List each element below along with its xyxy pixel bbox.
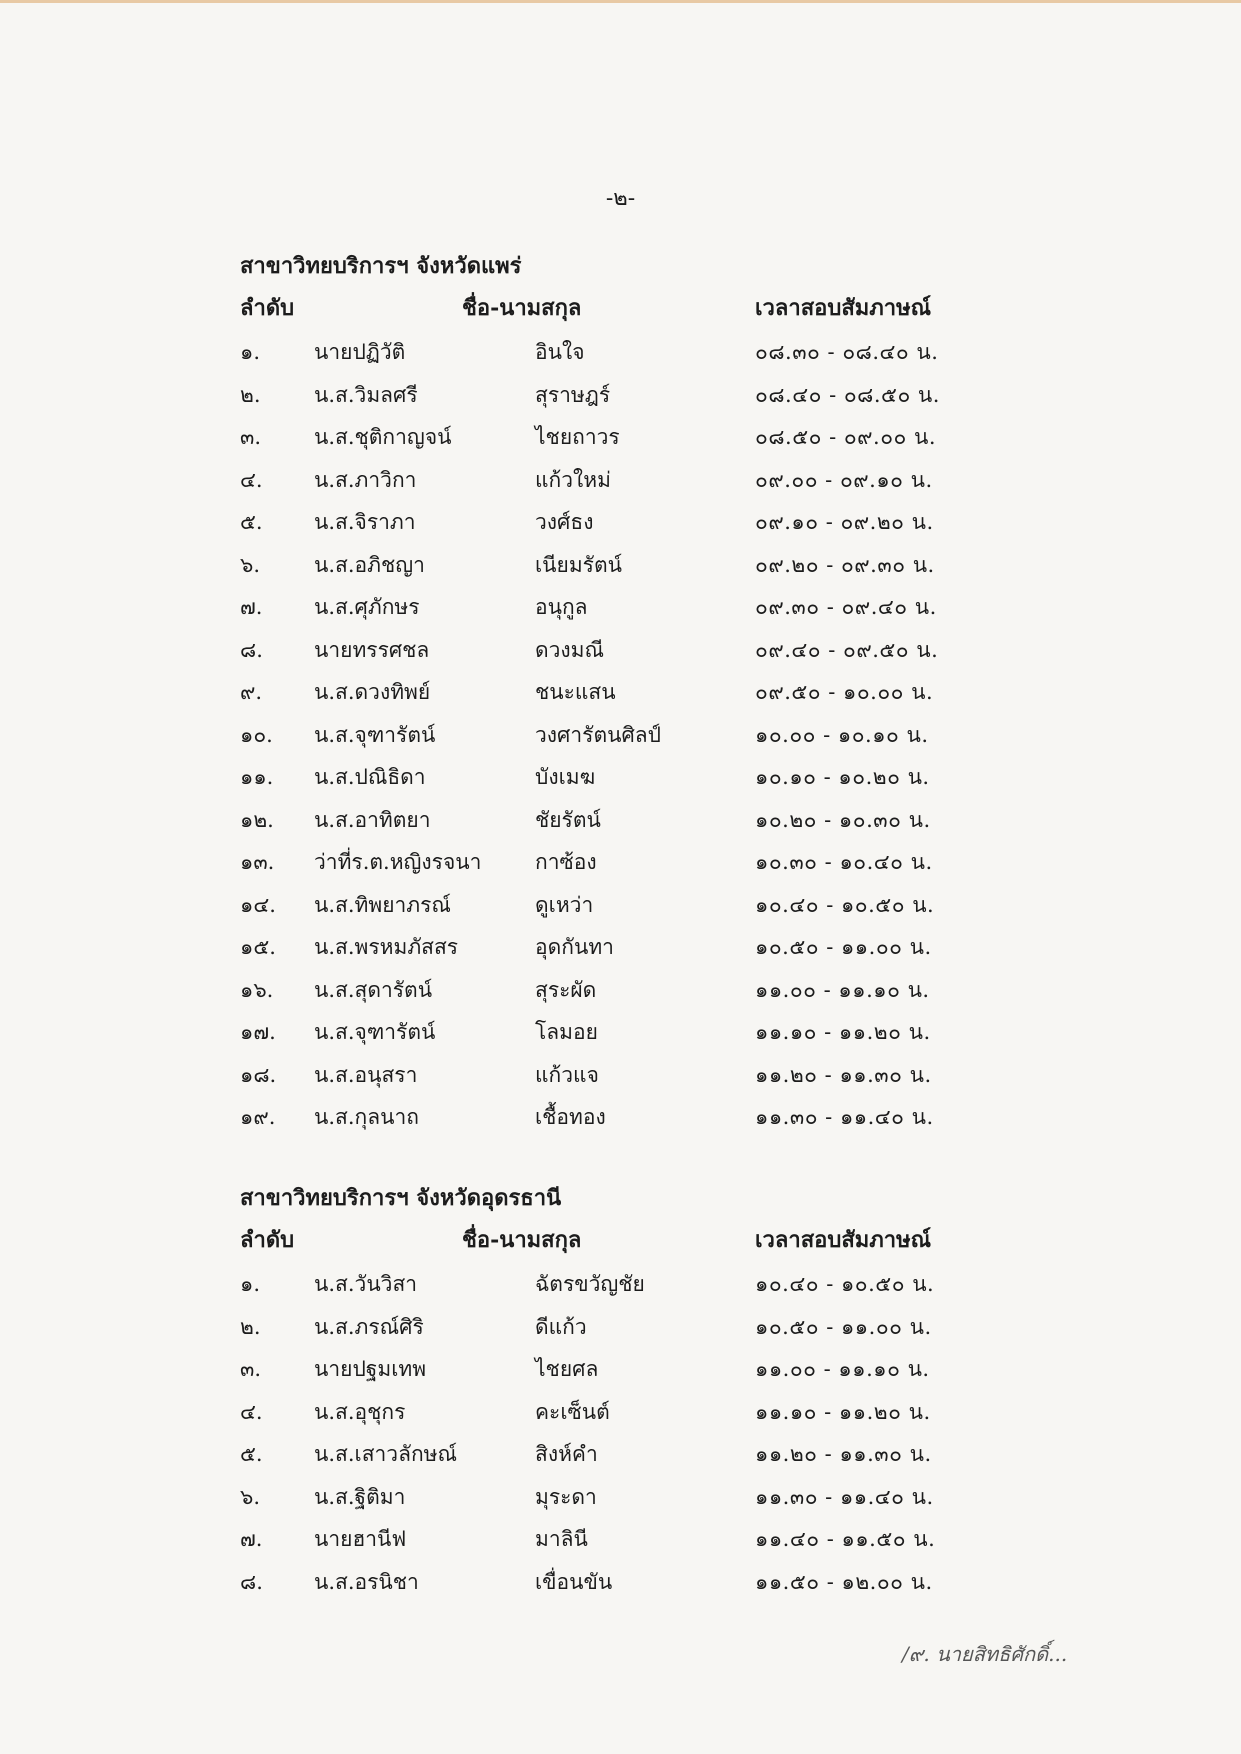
table-row [240,498,1040,541]
interview-time: ๐๘.๓๐ - ๐๘.๔๐ น. [755,340,939,364]
last-name: สุระผัด [535,977,597,1002]
first-name: น.ส.จุฑารัตน์ [314,722,436,747]
first-name: น.ส.วันวิสา [314,1272,418,1296]
first-name: น.ส.จิราภา [314,510,416,534]
table-header [240,284,1040,328]
interview-time: ๑๐.๔๐ - ๑๐.๕๐ น. [755,1272,935,1296]
row-number: ๓. [240,1357,262,1381]
last-name: คะเซ็นต์ [535,1399,610,1424]
interview-time: ๑๐.๒๐ - ๑๐.๓๐ น. [755,807,931,832]
table-row [240,711,1040,754]
row-number: ๑๗. [240,1020,276,1044]
interview-time: ๑๑.๐๐ - ๑๑.๑๐ น. [755,1357,930,1381]
interview-time: ๑๐.๕๐ - ๑๑.๐๐ น. [755,935,932,959]
last-name: ดีแก้ว [535,1314,587,1339]
row-number: ๑๔. [240,892,276,917]
table-row [240,796,1040,839]
row-number: ๙. [240,680,263,704]
interview-time: ๐๘.๔๐ - ๐๘.๕๐ น. [755,382,940,407]
first-name: นายฮานีฟ [314,1527,407,1551]
last-name: วงศารัตนศิลป์ [535,722,661,747]
first-name: นายทรรศชล [314,637,430,662]
first-name: นายปฐมเทพ [314,1357,427,1381]
row-number: ๑๘. [240,1062,277,1087]
row-number: ๑๙. [240,1105,276,1129]
table-row [240,881,1040,924]
interview-time: ๑๐.๔๐ - ๑๐.๕๐ น. [755,892,935,917]
table-row [240,1093,1040,1136]
last-name: ชนะแสน [535,680,616,704]
row-number: ๑๕. [240,935,276,959]
last-name: เชื้อทอง [535,1105,606,1129]
header-time: เวลาสอบสัมภาษณ์ [755,1227,932,1253]
interview-time: ๑๑.๒๐ - ๑๑.๓๐ น. [755,1442,932,1466]
interview-time: ๑๑.๕๐ - ๑๒.๐๐ น. [755,1569,933,1594]
last-name: ดวงมณี [535,637,605,662]
last-name: แก้วแจ [535,1062,599,1087]
row-number: ๑๐. [240,722,273,747]
table-body [240,1260,1040,1600]
interview-time: ๑๑.๓๐ - ๑๑.๔๐ น. [755,1484,934,1509]
interview-time: ๑๑.๒๐ - ๑๑.๓๐ น. [755,1062,932,1087]
row-number: ๑๑. [240,765,274,789]
row-number: ๕. [240,1442,263,1466]
row-number: ๔. [240,1399,263,1424]
table-header [240,1216,1040,1260]
first-name: น.ส.ศุภักษร [314,595,420,619]
last-name: มาลินี [535,1527,588,1551]
row-number: ๕. [240,510,263,534]
row-number: ๖. [240,1484,261,1509]
table-row [240,1473,1040,1516]
interview-time: ๐๙.๒๐ - ๐๙.๓๐ น. [755,552,935,577]
last-name: ดูเหว่า [535,892,594,917]
header-order: ลำดับ [240,1227,295,1253]
first-name: น.ส.ดวงทิพย์ [314,680,431,704]
table-row [240,1260,1040,1303]
last-name: ไชยถาวร [535,425,620,449]
last-name: อินใจ [535,340,585,364]
row-number: ๗. [240,595,263,619]
table-row [240,1515,1040,1558]
header-name: ชื่อ-นามสกุล [462,1227,582,1253]
section-title: สาขาวิทยบริการฯ จังหวัดอุดรธานี [240,1185,562,1211]
first-name: น.ส.เสาวลักษณ์ [314,1442,458,1466]
first-name: น.ส.อนุสรา [314,1062,418,1087]
first-name: น.ส.ชุติกาญจน์ [314,425,452,449]
first-name: น.ส.ภาวิกา [314,467,417,492]
first-name: นายปฏิวัติ [314,340,406,364]
last-name: มุระดา [535,1484,597,1509]
interview-time: ๐๙.๓๐ - ๐๙.๔๐ น. [755,595,937,619]
section-title: สาขาวิทยบริการฯ จังหวัดแพร่ [240,253,522,279]
first-name: ว่าที่ร.ต.หญิงรจนา [314,850,482,874]
page-number: -๒- [605,186,636,211]
row-number: ๘. [240,1569,263,1594]
interview-time: ๑๑.๐๐ - ๑๑.๑๐ น. [755,977,930,1002]
header-name: ชื่อ-นามสกุล [462,295,582,321]
last-name: กาซ้อง [535,850,597,874]
row-number: ๑. [240,340,261,364]
last-name: ชัยรัตน์ [535,807,601,832]
table-row [240,626,1040,669]
row-number: ๔. [240,467,263,492]
section-udonthani [240,1180,1040,1600]
last-name: บังเมฆ [535,765,596,789]
interview-time: ๑๐.๐๐ - ๑๐.๑๐ น. [755,722,929,747]
table-row [240,1558,1040,1601]
first-name: น.ส.ปณิธิดา [314,765,426,789]
last-name: แก้วใหม่ [535,467,611,492]
table-row [240,923,1040,966]
header-time: เวลาสอบสัมภาษณ์ [755,295,932,321]
last-name: ฉัตรขวัญชัย [535,1272,645,1296]
table-row [240,838,1040,881]
last-name: อุดกันทา [535,935,614,959]
row-number: ๑๒. [240,807,274,832]
first-name: น.ส.พรหมภัสสร [314,935,459,959]
last-name: เขื่อนขัน [535,1569,613,1594]
interview-time: ๑๑.๔๐ - ๑๑.๕๐ น. [755,1527,936,1551]
row-number: ๒. [240,1314,261,1339]
table-row [240,1303,1040,1346]
interview-time: ๑๐.๕๐ - ๑๑.๐๐ น. [755,1314,932,1339]
table-row [240,668,1040,711]
row-number: ๒. [240,382,261,407]
last-name: ไชยศล [535,1357,599,1381]
row-number: ๖. [240,552,261,577]
first-name: น.ส.สุดารัตน์ [314,977,433,1002]
first-name: น.ส.อรนิชา [314,1569,419,1594]
header-order: ลำดับ [240,295,295,321]
table-row [240,583,1040,626]
first-name: น.ส.อาทิตยา [314,807,431,832]
last-name: เนียมรัตน์ [535,552,622,577]
table-row [240,371,1040,414]
last-name: อนุกูล [535,595,588,619]
table-row [240,1388,1040,1431]
table-row [240,1051,1040,1094]
interview-time: ๑๐.๑๐ - ๑๐.๒๐ น. [755,765,930,789]
row-number: ๘. [240,637,263,662]
last-name: โลมอย [535,1020,598,1044]
row-number: ๗. [240,1527,263,1551]
first-name: น.ส.ทิพยาภรณ์ [314,892,451,917]
first-name: น.ส.อภิชญา [314,552,425,577]
page-edge [0,0,1241,3]
last-name: วงศ์ธง [535,510,594,534]
interview-time: ๐๙.๔๐ - ๐๙.๕๐ น. [755,637,939,662]
first-name: น.ส.กุลนาถ [314,1105,419,1129]
interview-time: ๐๘.๕๐ - ๐๙.๐๐ น. [755,425,937,449]
row-number: ๑. [240,1272,261,1296]
interview-time: ๐๙.๐๐ - ๐๙.๑๐ น. [755,467,933,492]
section-phrae [240,248,1040,1136]
table-row [240,1345,1040,1388]
table-row [240,456,1040,499]
table-row [240,541,1040,584]
interview-time: ๐๙.๕๐ - ๑๐.๐๐ น. [755,680,934,704]
row-number: ๓. [240,425,262,449]
interview-time: ๑๑.๑๐ - ๑๑.๒๐ น. [755,1399,931,1424]
first-name: น.ส.จุฑารัตน์ [314,1020,436,1044]
first-name: น.ส.ภรณ์ศิริ [314,1314,424,1339]
first-name: น.ส.ฐิติมา [314,1484,406,1509]
interview-time: ๐๙.๑๐ - ๐๙.๒๐ น. [755,510,934,534]
interview-time: ๑๐.๓๐ - ๑๐.๔๐ น. [755,850,933,874]
first-name: น.ส.วิมลศรี [314,382,418,407]
footer-note: /๙. นายสิทธิศักดิ์... [902,1642,1068,1666]
interview-time: ๑๑.๑๐ - ๑๑.๒๐ น. [755,1020,931,1044]
interview-time: ๑๑.๓๐ - ๑๑.๔๐ น. [755,1105,934,1129]
table-row [240,1430,1040,1473]
first-name: น.ส.อุชุกร [314,1399,406,1424]
table-body [240,328,1040,1136]
last-name: สุราษฎร์ [535,382,611,407]
table-row [240,1008,1040,1051]
row-number: ๑๖. [240,977,274,1002]
table-row [240,328,1040,371]
row-number: ๑๓. [240,850,275,874]
last-name: สิงห์คำ [535,1442,598,1466]
table-row [240,413,1040,456]
table-row [240,753,1040,796]
table-row [240,966,1040,1009]
